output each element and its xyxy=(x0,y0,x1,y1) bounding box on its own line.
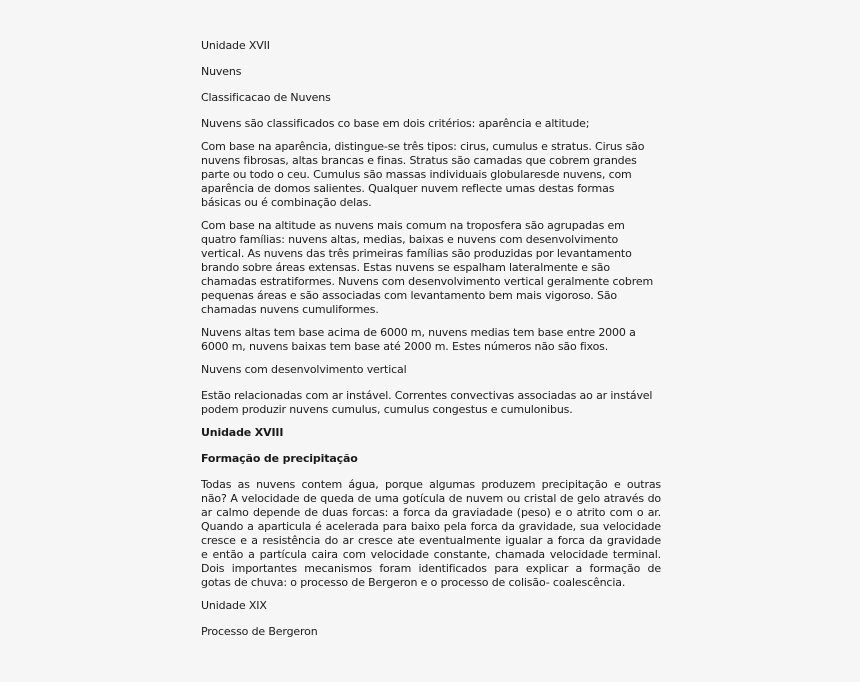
text-line: podem produzir nuvens cumulus, cumulus congestus e cumulonibus. xyxy=(201,403,573,416)
document-page xyxy=(201,39,661,651)
text-line: Estão relacionadas com ar instável. Correntes convectivas associadas ao ar instável xyxy=(201,389,653,402)
paragraph-bases xyxy=(201,326,661,354)
section-heading-classificacao: Classificacao de Nuvens xyxy=(201,91,331,104)
text-line: aparência de domos salientes. Qualquer nuvem reflecte umas destas formas xyxy=(201,182,615,195)
text-line: básicas ou é combinação delas. xyxy=(201,196,372,209)
text-line: vertical. As nuvens das três primeiras famílias são produzidas por levantamento xyxy=(201,247,632,260)
text-line: ar calmo depende de duas forcas: a forca da graviadade (peso) e o atrito com o ar. xyxy=(201,506,661,519)
text-line: Com base na aparência, distingue-se três tipos: cirus, cumulus e stratus. Cirus são xyxy=(201,140,645,153)
paragraph-criterios xyxy=(201,117,661,131)
text-line: Quando a aparticula é acelerada para baixo pela forca da gravidade, sua velocidade xyxy=(201,520,661,533)
section-heading-nuvens: Nuvens xyxy=(201,65,242,78)
text-line: brando sobre áreas extensas. Estas nuvens se espalham lateralmente e são xyxy=(201,261,610,274)
text-line: cresce e a resistência do ar cresce ate eventualmente igualar a forca da gravidade xyxy=(201,534,661,547)
paragraph-aparencia xyxy=(201,140,661,210)
unit-heading-xvii: Unidade XVII xyxy=(201,39,270,52)
text-line: Nuvens são classificados co base em dois critérios: aparência e altitude; xyxy=(201,117,590,130)
paragraph-precipitacao xyxy=(201,478,661,590)
text-line: gotas de chuva: o processo de Bergeron e o processo de colisão- coalescência. xyxy=(201,576,626,589)
section-heading-bergeron: Processo de Bergeron xyxy=(201,625,318,638)
unit-heading-xix: Unidade XIX xyxy=(201,599,267,612)
section-heading-formacao-precipitacao: Formação de precipitação xyxy=(201,452,358,465)
text-line: Com base na altitude as nuvens mais comum na troposfera são agrupadas em xyxy=(201,219,625,232)
text-line: nuvens fibrosas, altas brancas e finas. Stratus são camadas que cobrem grandes xyxy=(201,154,637,167)
text-line: chamadas estratiformes. Nuvens com desenvolvimento vertical geralmente cobrem xyxy=(201,275,654,288)
text-line: quatro famílias: nuvens altas, medias, baixas e nuvens com desenvolvimento xyxy=(201,233,619,246)
text-line: chamadas nuvens cumuliformes. xyxy=(201,303,379,316)
paragraph-altitude xyxy=(201,219,661,317)
text-line: 6000 m, nuvens baixas tem base até 2000 m. Estes números não são fixos. xyxy=(201,340,609,353)
text-line: e então a partícula caira com velocidade constante, chamada velocidade terminal. xyxy=(201,548,661,561)
text-line: Nuvens altas tem base acima de 6000 m, nuvens medias tem base entre 2000 a xyxy=(201,326,636,339)
paragraph-ar-instavel xyxy=(201,389,661,417)
unit-heading-xviii: Unidade XVIII xyxy=(201,426,284,439)
section-heading-desenvolvimento-vertical: Nuvens com desenvolvimento vertical xyxy=(201,363,407,376)
text-line: parte ou todo o ceu. Cumulus são massas individuais globularesde nuvens, com xyxy=(201,168,632,181)
text-line: pequenas áreas e são associadas com levantamento bem mais vigoroso. São xyxy=(201,289,617,302)
text-line: Dois importantes mecanismos foram identificados para explicar a formação de xyxy=(201,562,661,575)
text-line: Todas as nuvens contem água, porque algumas produzem precipitação e outras xyxy=(201,478,661,491)
text-line: não? A velocidade de queda de uma gotícula de nuvem ou cristal de gelo através do xyxy=(201,492,661,505)
